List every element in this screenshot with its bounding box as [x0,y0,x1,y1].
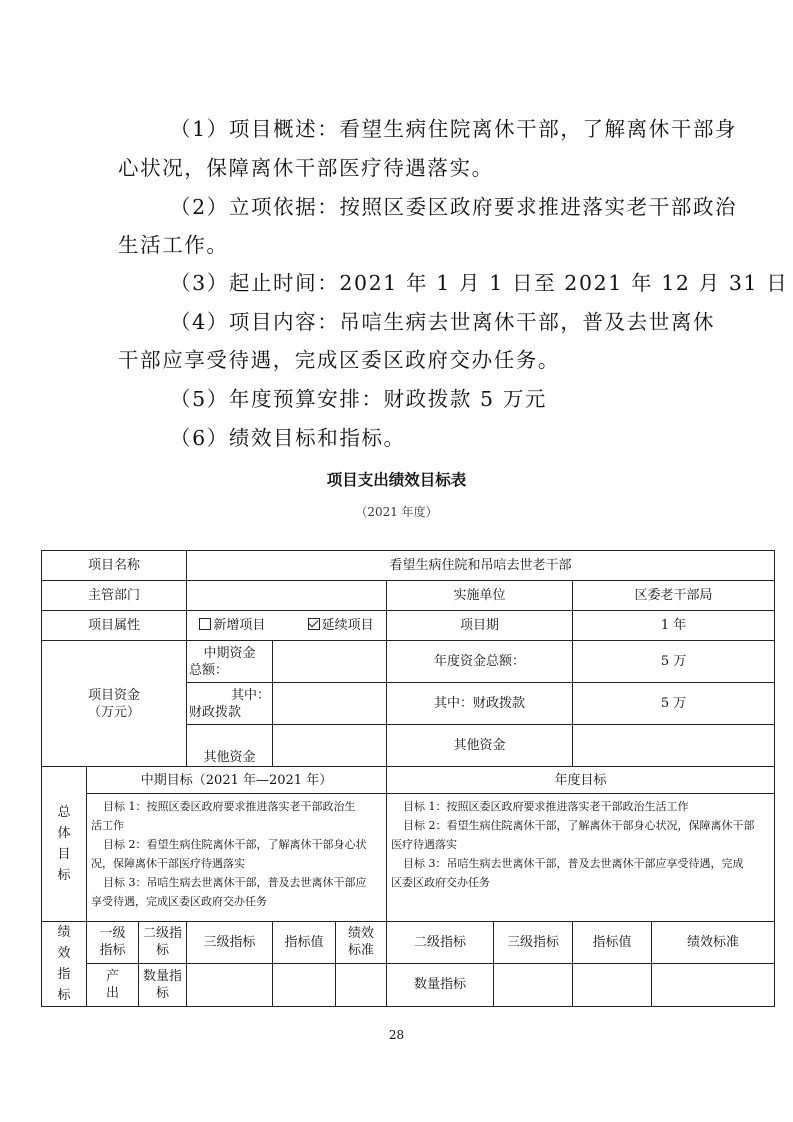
mid-goal-line: 目标 1：按照区委区政府要求推进落实老干部政治生 [103,800,356,813]
other-funds-value [273,725,387,767]
mid-goals-cell [87,794,387,922]
project-funds-label: 项目资金 （万元） [42,641,187,767]
paragraph-time: （3）起止时间：2021 年 1 月 1 日至 2021 年 12 月 31 日 [170,271,789,295]
of-which-label: 其中： 财政拨款 [187,683,273,725]
table-row [42,641,775,683]
continued-project-checkbox[interactable] [308,618,320,630]
annual-goal-header: 年度目标 [387,767,775,794]
new-project-checkbox[interactable] [199,618,211,630]
mid-goal-header: 中期目标（2021 年—2021 年） [87,767,387,794]
mid-goal-line: 况，保障离休干部医疗待遇落实 [91,857,245,870]
mid-goal-line: 目标 3：吊唁生病去世离休干部，普及去世离休干部应 [103,876,367,889]
performance-target-table [41,550,775,1007]
paragraph-basis-2: 生活工作。 [118,233,229,257]
table-title: 项目支出绩效目标表 [326,471,467,489]
level3-value-cell [187,963,273,1006]
table-row [42,922,775,964]
table-subtitle: （2021 年度） [355,505,438,519]
attr-label: 项目属性 [42,611,187,641]
mid-goal-line: 享受待遇，完成区委区政府交办任务 [91,895,267,908]
project-name-label: 项目名称 [42,551,187,581]
period-value: 1 年 [573,611,775,641]
annual-other-label: 其他资金 [387,725,573,767]
table-row [42,794,775,922]
paragraph-indicators: （6）绩效目标和指标。 [170,426,406,450]
annual-level3-header: 三级指标 [494,922,573,964]
annual-goal-line: 区委区政府交办任务 [391,876,491,889]
mid-goal-line: 目标 2：看望生病住院离休干部，了解离休干部身心状 [103,838,367,851]
mid-goal-line: 活工作 [91,819,124,832]
annual-goal-line: 目标 3：吊唁生病去世离休干部，普及去世离休干部应享受待遇，完成 [403,857,744,870]
annual-fiscal-value: 5 万 [573,683,775,725]
annual-level3-cell [494,963,573,1006]
dept-label: 主管部门 [42,581,187,611]
annual-goal-line: 医疗待遇落实 [391,838,458,851]
annual-standard-cell [652,963,775,1006]
annual-other-value [573,725,775,767]
annual-level2-header: 二级指标 [387,922,494,964]
annual-goals-cell [387,794,775,922]
annual-goal-line: 目标 2：看望生病住院离休干部，了解离休干部身心状况，保障离休干部 [403,819,755,832]
indicator-label: 绩 效 指 标 [42,922,87,1007]
table-row [42,551,775,581]
paragraph-basis-1: （2）立项依据：按照区委区政府要求推进落实老干部政治 [170,195,738,219]
annual-total-label: 年度资金总额： [387,641,573,683]
standard-header: 绩效 标准 [336,922,387,964]
table-row [42,611,775,641]
table-row [42,963,775,1006]
level3-header: 三级指标 [187,922,273,964]
continued-project-label: 延续项目 [321,618,374,633]
annual-value-cell [573,963,652,1006]
unit-value: 区委老干部局 [573,581,775,611]
page-number: 28 [388,1028,405,1042]
project-name-value: 看望生病住院和吊唁去世老干部 [187,551,775,581]
output-label: 产 出 [87,963,139,1006]
level2-header: 二级指 标 [139,922,187,964]
unit-label: 实施单位 [387,581,573,611]
new-project-label: 新增项目 [213,618,266,633]
indicator-value-cell [273,963,336,1006]
other-funds-label: 其他资金 [187,725,273,767]
period-label: 项目期 [387,611,573,641]
mid-total-label: 中期资金 总额： [187,641,273,683]
annual-total-value: 5 万 [573,641,775,683]
attr-options [187,611,387,641]
paragraph-budget: （5）年度预算安排：财政拨款 5 万元 [170,387,548,411]
table-row [42,581,775,611]
paragraph-content-1: （4）项目内容：吊唁生病去世离休干部，普及去世离休 [170,310,716,334]
annual-quantity-label: 数量指标 [387,963,494,1006]
mid-total-value [273,641,387,683]
dept-value [187,581,387,611]
paragraph-overview-2: 心状况，保障离休干部医疗待遇落实。 [118,156,494,180]
level1-header: 一级 指标 [87,922,139,964]
value-header: 指标值 [273,922,336,964]
overall-goal-label: 总 体 目 标 [42,767,87,922]
annual-fiscal-label: 其中：财政拨款 [387,683,573,725]
standard-value-cell [336,963,387,1006]
quantity-label: 数量指 标 [139,963,187,1006]
of-which-value [273,683,387,725]
table-row [42,767,775,794]
annual-standard-header: 绩效标准 [652,922,775,964]
paragraph-overview-1: （1）项目概述：看望生病住院离休干部，了解离休干部身 [170,117,738,141]
annual-value-header: 指标值 [573,922,652,964]
annual-goal-line: 目标 1：按照区委区政府要求推进落实老干部政治生活工作 [403,800,689,813]
paragraph-content-2: 干部应享受待遇，完成区委区政府交办任务。 [118,348,560,372]
